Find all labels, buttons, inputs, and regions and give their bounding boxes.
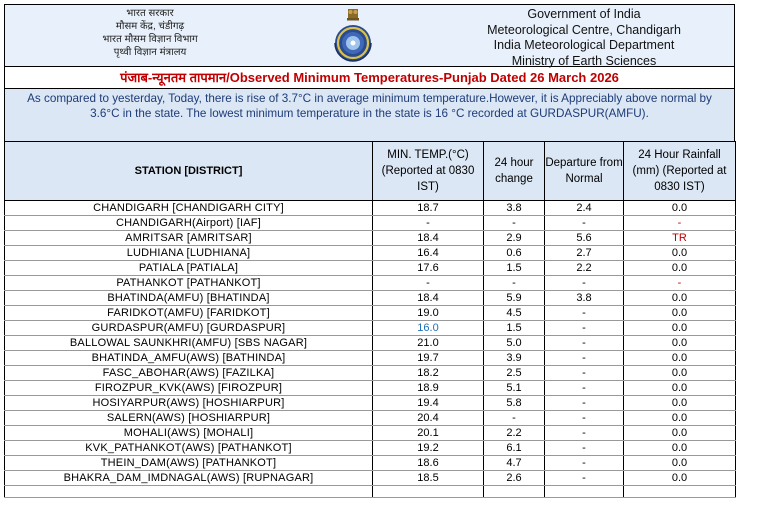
- rainfall-cell: 0.0: [624, 306, 736, 321]
- station-cell: BHATINDA(AMFU) [BHATINDA]: [5, 291, 373, 306]
- change-cell: 1.5: [484, 321, 545, 336]
- station-cell: LUDHIANA [LUDHIANA]: [5, 246, 373, 261]
- departure-cell: 2.2: [545, 261, 624, 276]
- departure-cell: -: [545, 321, 624, 336]
- departure-column-header: Departure from Normal: [545, 142, 624, 201]
- bulletin-sheet: [4, 4, 735, 498]
- change-cell: -: [484, 216, 545, 231]
- blank-row: [5, 486, 736, 498]
- station-cell: FIROZPUR_KVK(AWS) [FIROZPUR]: [5, 381, 373, 396]
- page-title: पंजाब-न्यूनतम तापमान/Observed Minimum Temperatures-Punjab Dated 26 March 2026: [4, 67, 735, 89]
- station-cell: FARIDKOT(AMFU) [FARIDKOT]: [5, 306, 373, 321]
- english-line: Ministry of Earth Sciences: [511, 53, 657, 68]
- table-row: [5, 471, 736, 486]
- min-temp-cell: 19.0: [373, 306, 484, 321]
- departure-cell: -: [545, 441, 624, 456]
- min-temp-cell: 18.4: [373, 291, 484, 306]
- station-cell: BHAKRA_DAM_IMDNAGAL(AWS) [RUPNAGAR]: [5, 471, 373, 486]
- rainfall-cell: -: [624, 276, 736, 291]
- table-row: [5, 381, 736, 396]
- change-cell: 2.6: [484, 471, 545, 486]
- bulletin-header: [4, 4, 735, 67]
- change-cell: 5.0: [484, 336, 545, 351]
- table-row: [5, 216, 736, 231]
- departure-cell: -: [545, 396, 624, 411]
- change-cell: -: [484, 276, 545, 291]
- rainfall-cell: 0.0: [624, 426, 736, 441]
- english-line: Government of India: [527, 7, 641, 21]
- table-row: [5, 261, 736, 276]
- table-row: [5, 231, 736, 246]
- rainfall-cell: -: [624, 216, 736, 231]
- table-row: [5, 351, 736, 366]
- english-line: India Meteorological Department: [493, 38, 675, 52]
- table-row: [5, 441, 736, 456]
- change-cell: 6.1: [484, 441, 545, 456]
- change-cell: 2.9: [484, 231, 545, 246]
- station-cell: CHANDIGARH(Airport) [IAF]: [5, 216, 373, 231]
- departure-cell: -: [545, 351, 624, 366]
- departure-cell: -: [545, 456, 624, 471]
- station-cell: BALLOWAL SAUNKHRI(AMFU) [SBS NAGAR]: [5, 336, 373, 351]
- min-temp-cell: 20.4: [373, 411, 484, 426]
- departure-cell: -: [545, 366, 624, 381]
- table-row: [5, 411, 736, 426]
- min-temp-cell: 18.2: [373, 366, 484, 381]
- min-temp-cell: 18.6: [373, 456, 484, 471]
- blank-cell: [545, 486, 624, 498]
- rainfall-cell: 0.0: [624, 291, 736, 306]
- min-temp-cell: 18.9: [373, 381, 484, 396]
- min-temp-cell: 19.7: [373, 351, 484, 366]
- change-cell: 2.5: [484, 366, 545, 381]
- change-cell: 1.5: [484, 261, 545, 276]
- station-column-header: STATION [DISTRICT]: [5, 142, 373, 201]
- min-temp-cell: 19.4: [373, 396, 484, 411]
- change-cell: 2.2: [484, 426, 545, 441]
- rainfall-cell: 0.0: [624, 456, 736, 471]
- station-cell: AMRITSAR [AMRITSAR]: [5, 231, 373, 246]
- rainfall-cell: 0.0: [624, 396, 736, 411]
- min-temp-cell: -: [373, 276, 484, 291]
- station-cell: BHATINDA_AMFU(AWS) [BATHINDA]: [5, 351, 373, 366]
- station-cell: KVK_PATHANKOT(AWS) [PATHANKOT]: [5, 441, 373, 456]
- imd-emblem-icon: [327, 8, 379, 64]
- change-column-header: 24 hour change: [484, 142, 545, 201]
- change-cell: 5.9: [484, 291, 545, 306]
- min-temp-cell: 18.5: [373, 471, 484, 486]
- min-temp-cell: 18.7: [373, 201, 484, 216]
- departure-cell: -: [545, 216, 624, 231]
- table-row: [5, 291, 736, 306]
- departure-cell: 3.8: [545, 291, 624, 306]
- change-cell: 4.5: [484, 306, 545, 321]
- change-cell: 3.9: [484, 351, 545, 366]
- departure-cell: 2.4: [545, 201, 624, 216]
- min-temp-cell: 17.6: [373, 261, 484, 276]
- station-cell: SALERN(AWS) [HOSHIARPUR]: [5, 411, 373, 426]
- rainfall-column-header: 24 Hour Rainfall (mm) (Reported at 0830 IST): [624, 142, 736, 201]
- rainfall-cell: 0.0: [624, 246, 736, 261]
- rainfall-cell: TR: [624, 231, 736, 246]
- rainfall-cell: 0.0: [624, 261, 736, 276]
- station-cell: HOSIYARPUR(AWS) [HOSHIARPUR]: [5, 396, 373, 411]
- min-temp-cell: 21.0: [373, 336, 484, 351]
- min-temp-cell: 18.4: [373, 231, 484, 246]
- departure-cell: -: [545, 276, 624, 291]
- table-row: [5, 426, 736, 441]
- station-cell: GURDASPUR(AMFU) [GURDASPUR]: [5, 321, 373, 336]
- rainfall-cell: 0.0: [624, 471, 736, 486]
- blank-cell: [484, 486, 545, 498]
- table-row: [5, 366, 736, 381]
- rainfall-cell: 0.0: [624, 201, 736, 216]
- table-row: [5, 246, 736, 261]
- table-row: [5, 456, 736, 471]
- min-temp-cell: 20.1: [373, 426, 484, 441]
- change-cell: -: [484, 411, 545, 426]
- station-cell: PATIALA [PATIALA]: [5, 261, 373, 276]
- station-cell: THEIN_DAM(AWS) [PATHANKOT]: [5, 456, 373, 471]
- min-temp-cell-lowest: 16.0: [373, 321, 484, 336]
- departure-cell: -: [545, 471, 624, 486]
- hindi-line: भारत मौसम विज्ञान विभाग: [102, 34, 198, 45]
- station-cell: CHANDIGARH [CHANDIGARH CITY]: [5, 201, 373, 216]
- min-temp-column-header: MIN. TEMP.(°C) (Reported at 0830 IST): [373, 142, 484, 201]
- rainfall-cell: 0.0: [624, 321, 736, 336]
- table-row: [5, 396, 736, 411]
- min-temp-cell: 19.2: [373, 441, 484, 456]
- change-cell: 0.6: [484, 246, 545, 261]
- table-header-row: [5, 142, 736, 201]
- hindi-line: भारत सरकार: [126, 8, 174, 19]
- hindi-line: पृथ्वी विज्ञान मंत्रालय: [113, 47, 187, 58]
- summary-text: As compared to yesterday, Today, there is rise of 3.7°C in average minimum temperature.However, it is Appreciably above normal by 3.6°C in the state. The lowest minimum temperature in the state is 16 °C recorded at GURDASPUR(AMFU).: [4, 89, 735, 141]
- min-temp-cell: 16.4: [373, 246, 484, 261]
- departure-cell: -: [545, 426, 624, 441]
- change-cell: 3.8: [484, 201, 545, 216]
- departure-cell: -: [545, 381, 624, 396]
- departure-cell: 5.6: [545, 231, 624, 246]
- rainfall-cell: 0.0: [624, 336, 736, 351]
- station-cell: MOHALI(AWS) [MOHALI]: [5, 426, 373, 441]
- rainfall-cell: 0.0: [624, 351, 736, 366]
- blank-cell: [373, 486, 484, 498]
- blank-cell: [5, 486, 373, 498]
- english-header: [454, 7, 714, 69]
- english-line: Meteorological Centre, Chandigarh: [487, 22, 681, 37]
- table-row: [5, 321, 736, 336]
- station-cell: PATHANKOT [PATHANKOT]: [5, 276, 373, 291]
- departure-cell: -: [545, 336, 624, 351]
- blank-cell: [624, 486, 736, 498]
- rainfall-cell: 0.0: [624, 366, 736, 381]
- station-cell: FASC_ABOHAR(AWS) [FAZILKA]: [5, 366, 373, 381]
- change-cell: 5.8: [484, 396, 545, 411]
- table-row: [5, 336, 736, 351]
- rainfall-cell: 0.0: [624, 441, 736, 456]
- change-cell: 5.1: [484, 381, 545, 396]
- departure-cell: -: [545, 306, 624, 321]
- rainfall-cell: 0.0: [624, 411, 736, 426]
- departure-cell: 2.7: [545, 246, 624, 261]
- table-row: [5, 201, 736, 216]
- hindi-line: मौसम केंद्र, चंडीगढ़: [115, 21, 185, 32]
- change-cell: 4.7: [484, 456, 545, 471]
- rainfall-cell: 0.0: [624, 381, 736, 396]
- departure-cell: -: [545, 411, 624, 426]
- table-row: [5, 306, 736, 321]
- hindi-header: [5, 7, 295, 59]
- temperature-table: [4, 141, 736, 498]
- min-temp-cell: -: [373, 216, 484, 231]
- table-row: [5, 276, 736, 291]
